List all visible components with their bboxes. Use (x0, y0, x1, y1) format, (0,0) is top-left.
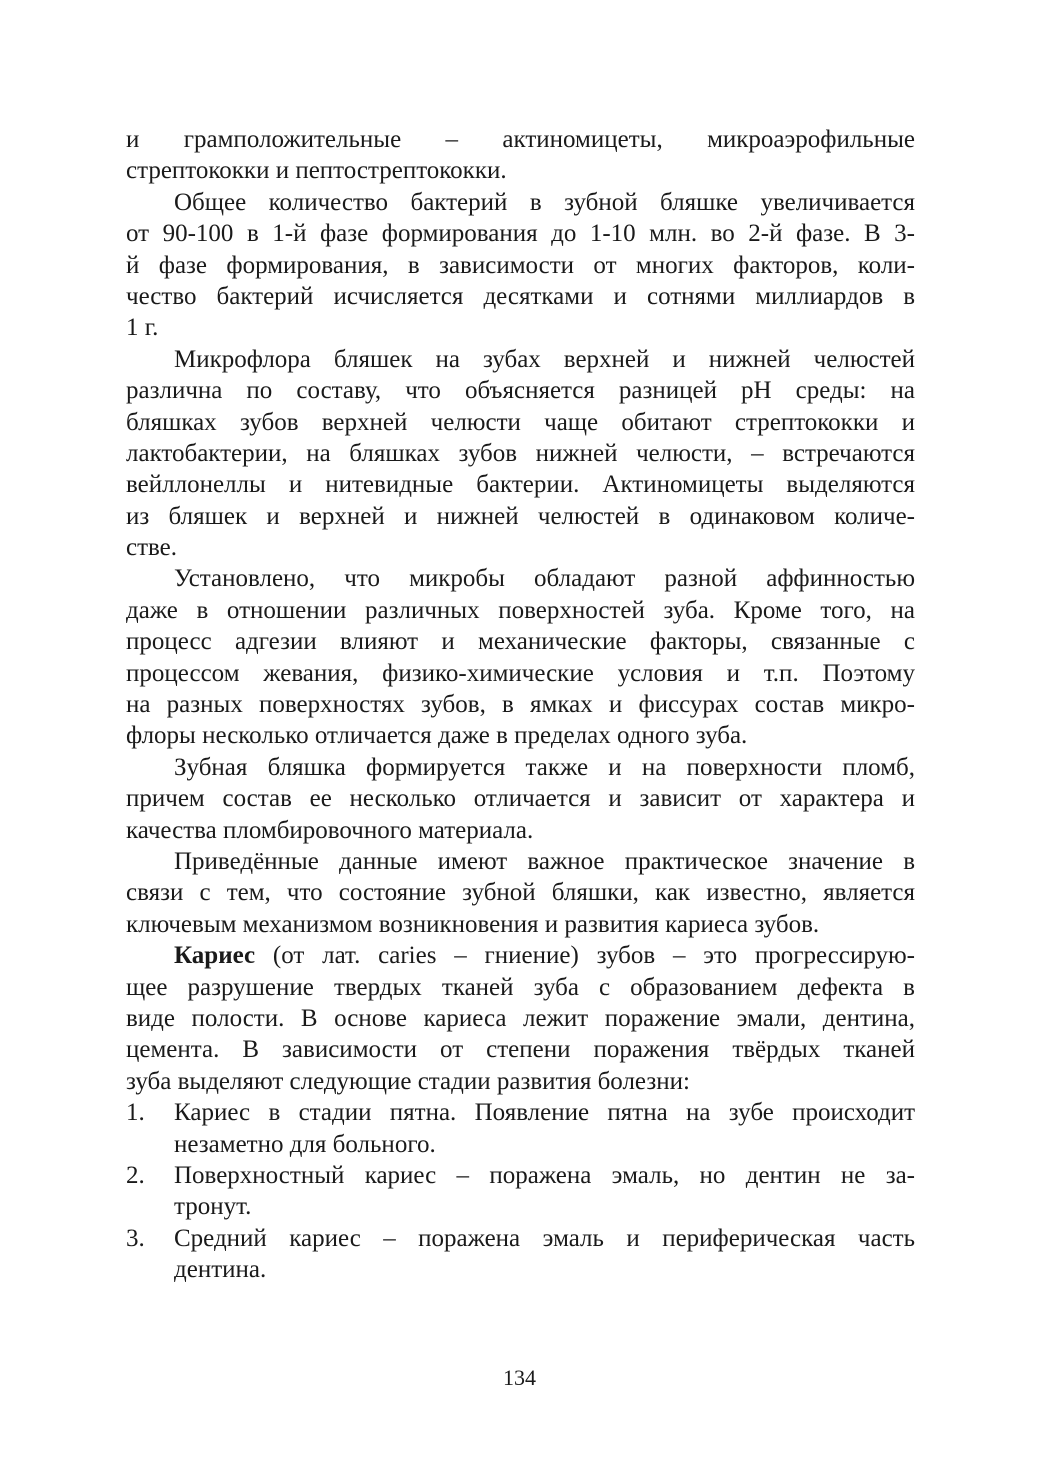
text-line: Зубная бляшка формируется также и на поверхности пломб, (174, 753, 915, 781)
paragraph (126, 344, 915, 564)
paragraphs (126, 124, 915, 940)
text-line: процессом жевания, физико-химические условия и т.п. Поэтому (126, 659, 915, 687)
caries-paragraph (126, 940, 915, 1097)
text-line: Микрофлора бляшек на зубах верхней и нижней челюстей (174, 345, 915, 373)
text-line: щее разрушение твердых тканей зуба с образованием дефекта в (126, 973, 915, 1001)
list-item-line: Поверхностный кариес – поражена эмаль, но дентин не за- (174, 1161, 915, 1189)
list-item-number: 2. (126, 1161, 145, 1189)
text-line: причем состав ее несколько отличается и зависит от характера и (126, 785, 915, 813)
list-item-line: незаметно для больного. (174, 1130, 436, 1158)
text-line: цемента. В зависимости от степени поражения твёрдых тканей (126, 1036, 915, 1064)
caries-first-line-rest: (от лат. caries – гниение) зубов – это прогрессирую- (255, 942, 915, 970)
list-item (126, 1160, 915, 1223)
text-line: и грамположительные – актиномицеты, микроаэрофильные (126, 126, 915, 153)
paragraph (126, 563, 915, 751)
list-item-line: дентина. (174, 1256, 267, 1284)
caries-lines (126, 972, 915, 1098)
text-line: Установлено, что микробы обладают разной аффинностью (174, 565, 915, 593)
text-line: Общее количество бактерий в зубной бляшке увеличивается (174, 188, 915, 216)
text-line: вейллонеллы и нитевидные бактерии. Актиномицеты выделяются (126, 471, 915, 499)
paragraph (126, 124, 915, 187)
paragraph (126, 752, 915, 846)
text-line: стрептококки и пептострептококки. (126, 157, 507, 185)
text-line: флоры несколько отличается даже в пределах одного зуба. (126, 722, 748, 750)
text-line: стве. (126, 534, 178, 562)
text-line: й фазе формирования, в зависимости от многих факторов, коли- (126, 251, 915, 279)
text-line: Приведённые данные имеют важное практическое значение в (174, 847, 915, 875)
text-line: зуба выделяют следующие стадии развития болезни: (126, 1067, 690, 1095)
text-line: различна по составу, что объясняется разницей pH среды: на (126, 377, 915, 405)
text-line: даже в отношении различных поверхностей зуба. Кроме того, на (126, 596, 915, 624)
text-line: виде полости. В основе кариеса лежит поражение эмали, дентина, (126, 1004, 915, 1032)
text-line: 1 г. (126, 314, 159, 342)
text-line: бляшках зубов верхней челюсти чаще обитают стрептококки и (126, 408, 915, 436)
text-line: связи с тем, что состояние зубной бляшки, как известно, является (126, 879, 915, 907)
list-item (126, 1097, 915, 1160)
list-item-number: 1. (126, 1099, 145, 1127)
page-body (126, 124, 915, 1285)
list-item-line: тронут. (174, 1193, 252, 1221)
list-item-line: Средний кариес – поражена эмаль и периферическая часть (174, 1224, 915, 1252)
text-line: качества пломбировочного материала. (126, 816, 534, 844)
text-line: процесс адгезии влияют и механические факторы, связанные с (126, 628, 915, 656)
text-line: ключевым механизмом возникновения и развития кариеса зубов. (126, 910, 820, 938)
text-line: лактобактерии, на бляшках зубов нижней челюсти, – встречаются (126, 439, 915, 467)
paragraph (126, 846, 915, 940)
list-item-line: Кариес в стадии пятна. Появление пятна на зубе происходит (174, 1099, 915, 1127)
list-item-number: 3. (126, 1224, 145, 1252)
caries-term: Кариес (174, 942, 256, 970)
text-line: чество бактерий исчисляется десятками и сотнями миллиардов в (126, 282, 915, 310)
text-line: от 90-100 в 1-й фазе формирования до 1-10 млн. во 2-й фазе. В 3- (126, 220, 915, 248)
page-number: 134 (503, 1365, 536, 1390)
paragraph (126, 187, 915, 344)
text-line: на разных поверхностях зубов, в ямках и фиссурах состав микро- (126, 691, 915, 719)
caries-first-line (126, 940, 915, 971)
stage-list (126, 1097, 915, 1285)
text-line: из бляшек и верхней и нижней челюстей в одинаковом количе- (126, 502, 915, 530)
list-item (126, 1223, 915, 1286)
